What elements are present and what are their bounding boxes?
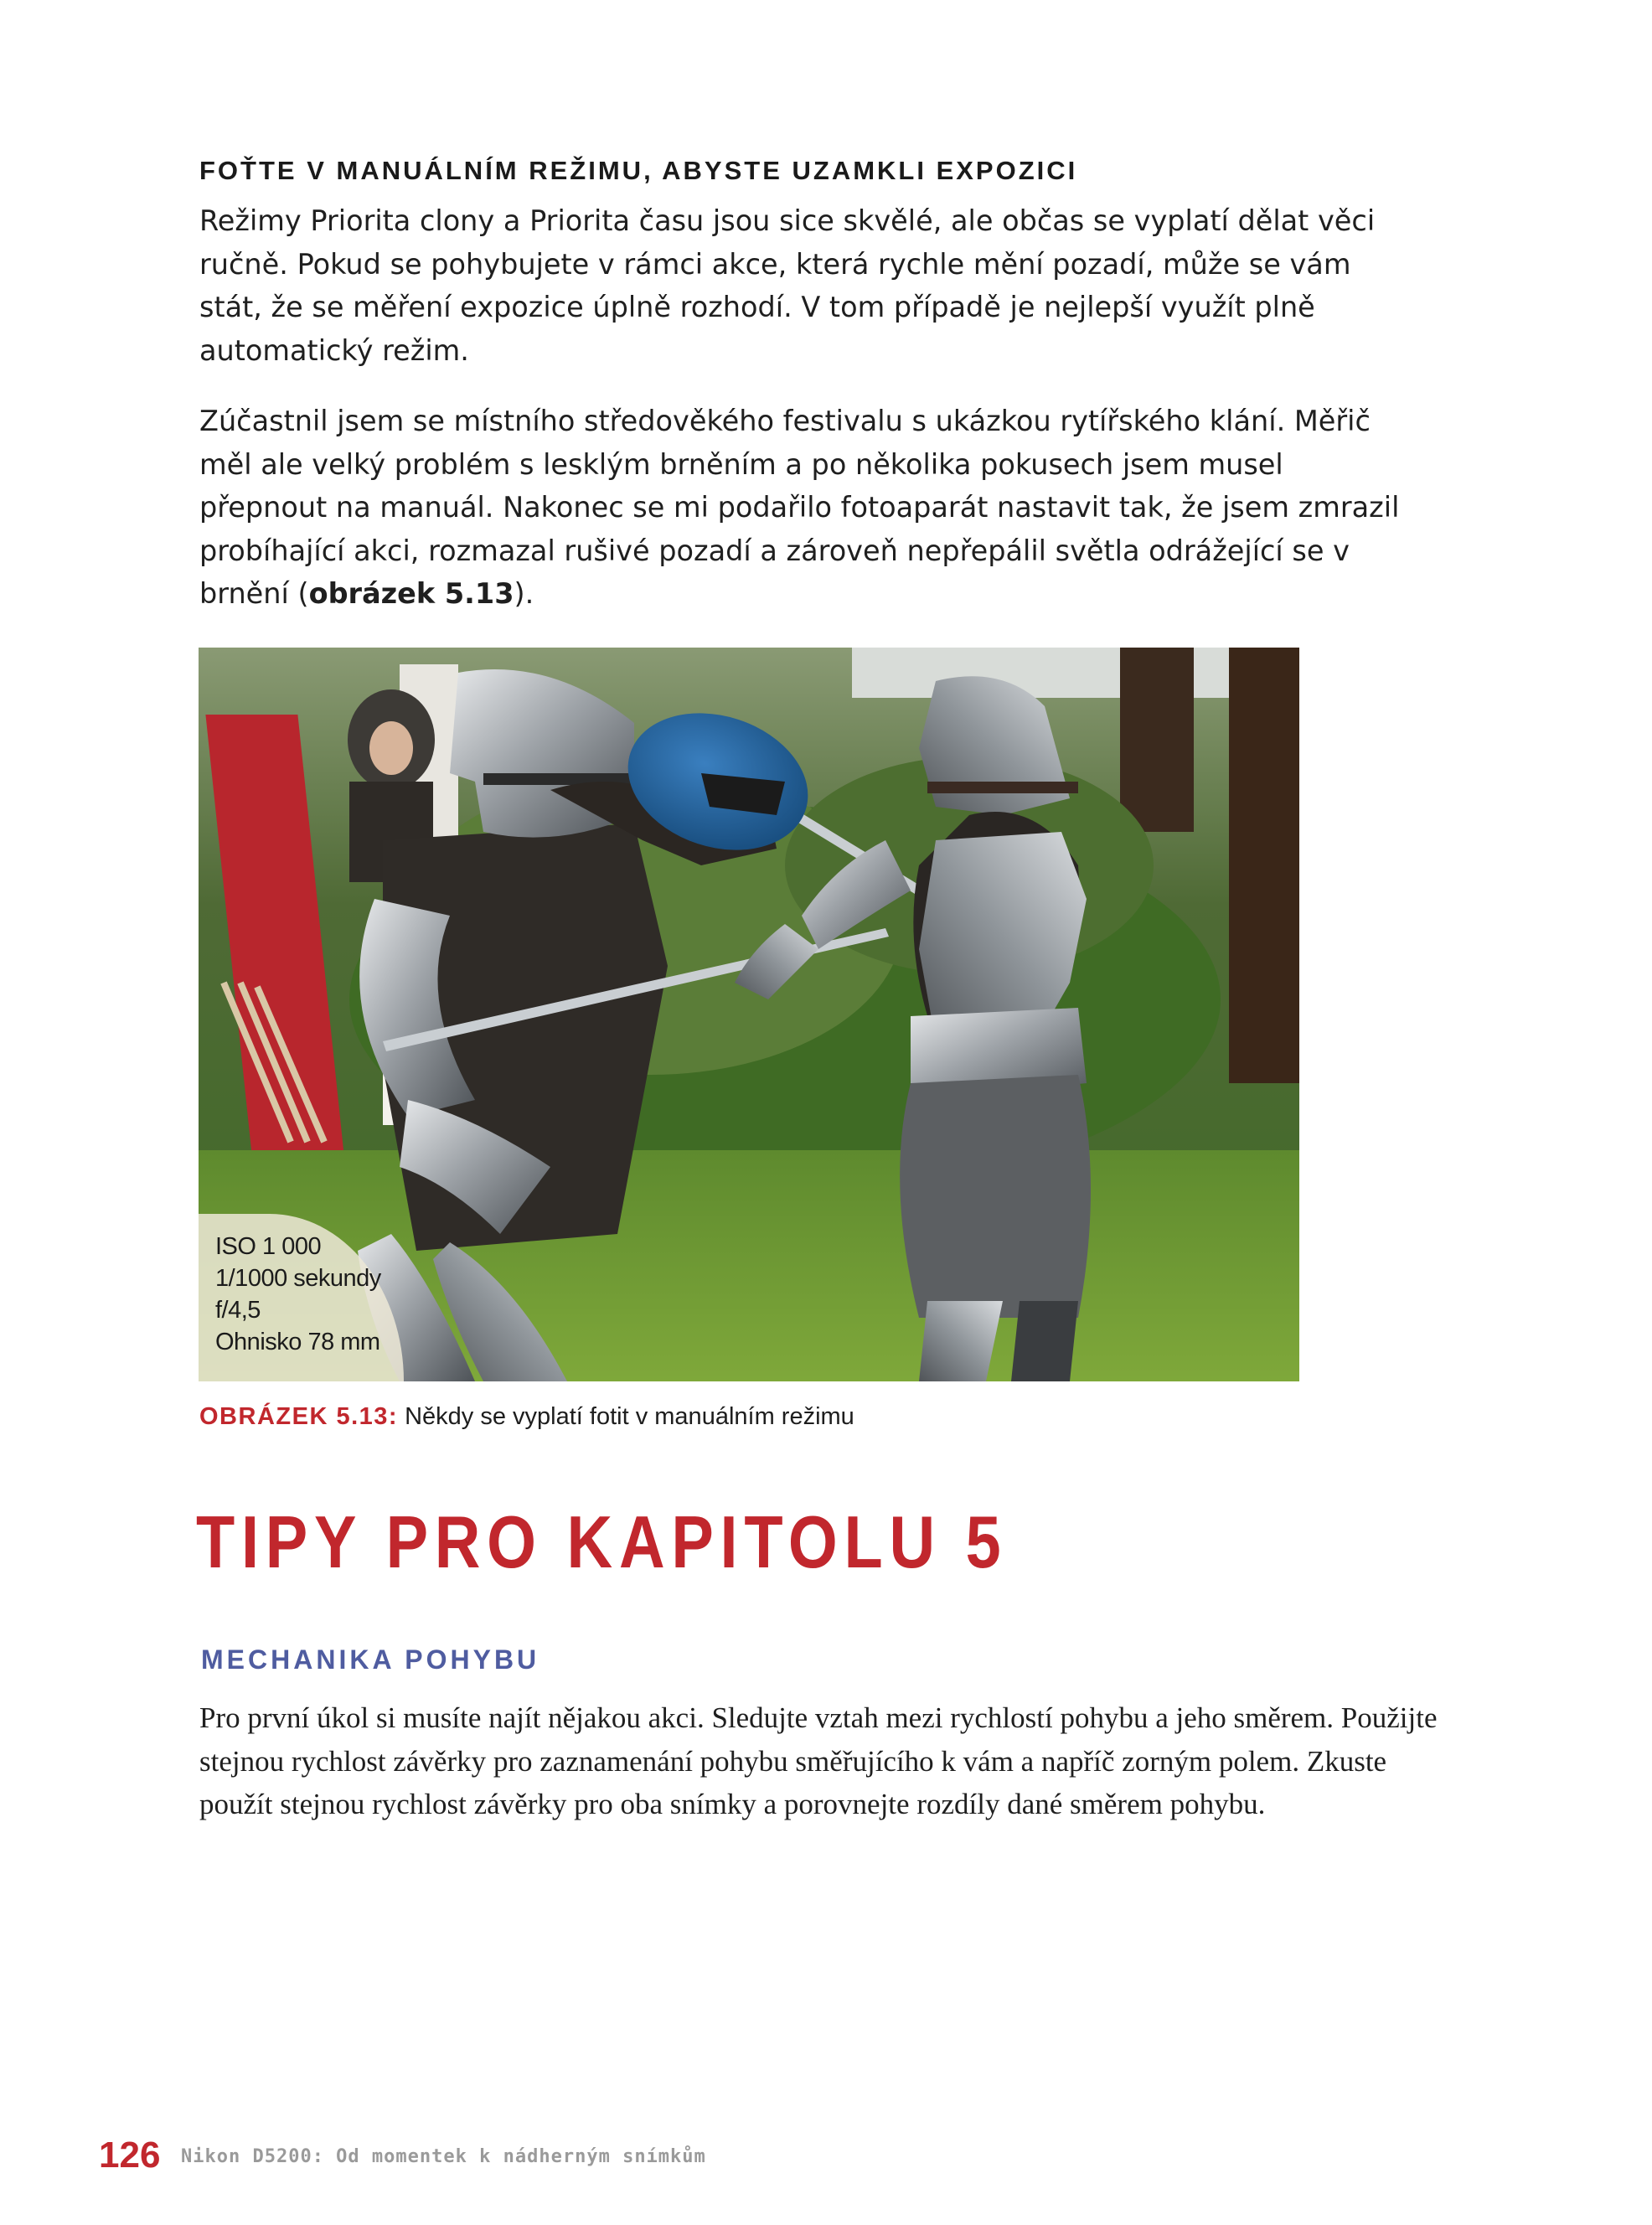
tips-body: Pro první úkol si musíte najít nějakou akci. Sledujte vztah mezi rychlostí pohybu a jeho směrem. Použijte stejnou rychlost závěrky pro zaznamenání pohybu směřujícího k vám a napříč zorným polem. Zkuste použít stejnou rychlost závěrky pro oba snímky a porovnejte rozdíly dané směrem pohybu. [199,1701,1438,1820]
exif-settings-panel [199,1214,404,1381]
footer-book-title: Nikon D5200: Od momentek k nádherným snímkům [181,2146,706,2167]
exif-focal-length: Ohnisko 78 mm [215,1329,380,1355]
section-paragraph-2 [199,400,1406,616]
exif-shutter: 1/1000 sekundy [215,1265,381,1292]
figure-reference: obrázek 5.13 [308,577,514,610]
chapter-tips-title: TIPY PRO KAPITOLU 5 [196,1500,1008,1583]
paragraph-2-end: ). [514,577,534,610]
figure-caption [199,1403,854,1431]
exif-iso: ISO 1 000 [215,1233,322,1260]
section-heading: FOŤTE V MANUÁLNÍM REŽIMU, ABYSTE UZAMKLI EXPOZICI [199,156,1078,185]
paragraph-2-text: Zúčastnil jsem se místního středověkého festivalu s ukázkou rytířského klání. Měřič měl ale velký problém s lesklým brněním a po několika pokusech jsem musel přepnout na manuál. Nakonec se mi podařilo fotoaparát nastavit tak, že jsem zmrazil probíhající akci, rozmazal rušivé pozadí a zároveň nepřepálil světla odrážející se v brnění ( [199,405,1400,610]
page-number: 126 [99,2135,161,2176]
knights-photo [199,648,1299,1381]
section-paragraph-1: Režimy Priorita clony a Priorita času jsou sice skvělé, ale občas se vyplatí dělat věci ručně. Pokud se pohybujete v rámci akce, která rychle mění pozadí, může se vám stát, že se měření expozice úplně rozhodí. V tom případě je nejlepší využít plně automatický režim. [199,204,1376,367]
tips-subheading: MECHANIKA POHYBU [201,1644,540,1675]
figure-caption-label: OBRÁZEK 5.13: [199,1403,399,1430]
figure-caption-text: Někdy se vyplatí fotit v manuálním režimu [398,1403,854,1430]
exif-aperture: f/4,5 [215,1297,261,1324]
